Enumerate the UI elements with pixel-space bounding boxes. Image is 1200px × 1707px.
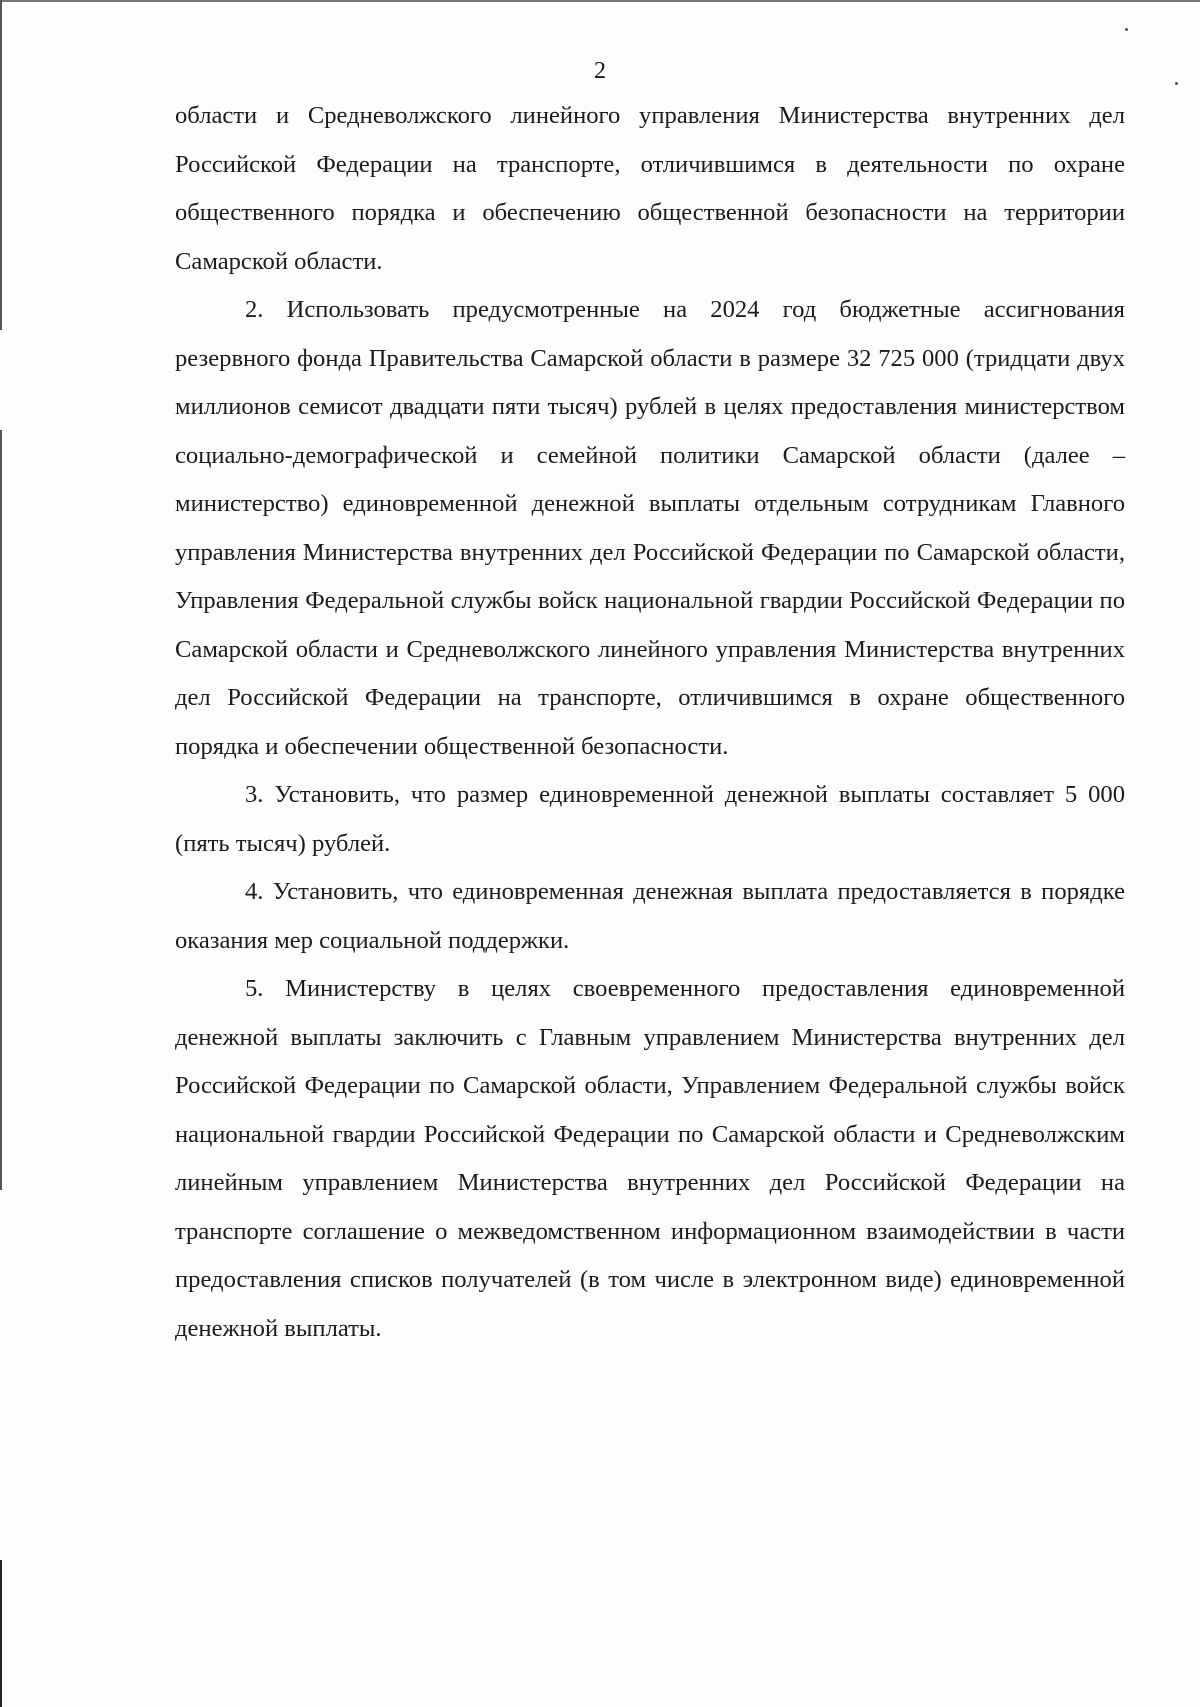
scan-left-edge-middle xyxy=(0,430,2,1190)
paragraph-item-4: 4. Установить, что единовременная денежная выплата предоставляется в порядке оказания мер социальной поддержки. xyxy=(175,878,1125,954)
document-body xyxy=(175,92,1125,1353)
paragraph-continuation: области и Средневолжского линейного управления Министерства внутренних дел Российской Федерации на транспорте, отличившимся в деятельности по охране общественного порядка и обеспечению общественной безопасности на территории Самарской области. xyxy=(175,102,1125,275)
scan-left-edge-bottom xyxy=(0,1560,2,1707)
paragraph-item-3: 3. Установить, что размер единовременной денежной выплаты составляет 5 000 (пять тысяч) рублей. xyxy=(175,781,1125,857)
scan-top-edge xyxy=(0,0,1200,2)
page-number: 2 xyxy=(594,58,606,84)
scan-speck xyxy=(1125,28,1128,31)
paragraph-item-2: 2. Использовать предусмотренные на 2024 год бюджетные ассигнования резервного фонда Правительства Самарской области в размере 32 725 000 (тридцати двух миллионов семисот двадцати пяти тысяч) рублей в целях предоставления министерством социально-демографической и семейной политики Самарской области (далее – министерство) единовременной денежной выплаты отдельным сотрудникам Главного управления Министерства внутренних дел Российской Федерации по Самарской области, Управления Федеральной службы войск национальной гвардии Российской Федерации по Самарской области и Средневолжского линейного управления Министерства внутренних дел Российской Федерации на транспорте, отличившимся в охране общественного порядка и обеспечении общественной безопасности. xyxy=(175,296,1125,760)
paragraph-item-5: 5. Министерству в целях своевременного предоставления единовременной денежной выплаты заключить с Главным управлением Министерства внутренних дел Российской Федерации по Самарской области, Управлением Федеральной службы войск национальной гвардии Российской Федерации по Самарской области и Средневолжским линейным управлением Министерства внутренних дел Российской Федерации на транспорте соглашение о межведомственном информационном взаимодействии в части предоставления списков получателей (в том числе в электронном виде) единовременной денежной выплаты. xyxy=(175,975,1125,1342)
scan-left-edge-top xyxy=(0,0,2,330)
